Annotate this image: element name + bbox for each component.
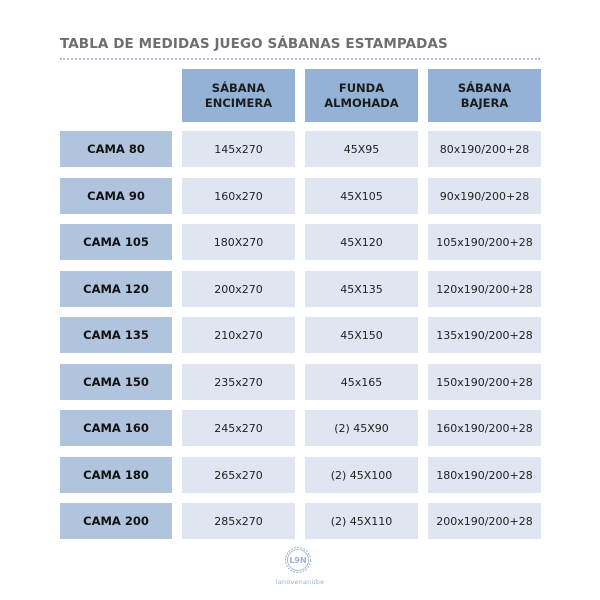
column-header-sabana-encimera [182,69,295,122]
table-cell-bajera: 80x190/200+28 [428,131,541,167]
table-cell-almohada: (2) 45X100 [305,457,418,493]
logo-text: lanovenanube [275,578,325,586]
table-cell-encimera: 180X270 [182,224,295,260]
table-cell-encimera: 210x270 [182,317,295,353]
table-cell-almohada: 45X95 [305,131,418,167]
table-cell-encimera: 235x270 [182,364,295,400]
row-label: CAMA 135 [60,317,172,353]
row-label: CAMA 200 [60,503,172,539]
column-header-line: SÁBANA [457,80,512,95]
table-cell-bajera: 120x190/200+28 [428,271,541,307]
table-cell-almohada: 45x165 [305,364,418,400]
table-cell-almohada: 45X120 [305,224,418,260]
column-header-line: ALMOHADA [324,95,399,110]
table-cell-encimera: 285x270 [182,503,295,539]
table-cell-almohada: (2) 45X110 [305,503,418,539]
table-cell-bajera: 90x190/200+28 [428,178,541,214]
table-cell-encimera: 245x270 [182,410,295,446]
table-cell-almohada: (2) 45X90 [305,410,418,446]
column-header-funda-almohada [305,69,418,122]
table-cell-almohada: 45X105 [305,178,418,214]
page-title: TABLA DE MEDIDAS JUEGO SÁBANAS ESTAMPADAS [60,36,448,52]
row-label: CAMA 180 [60,457,172,493]
row-label: CAMA 150 [60,364,172,400]
row-label: CAMA 90 [60,178,172,214]
column-header-line: SÁBANA [211,80,266,95]
column-header-line: FUNDA [338,80,385,95]
logo-mark: L9N [289,556,307,565]
lanovenanube-logo-icon [284,546,312,574]
table-cell-almohada: 45X150 [305,317,418,353]
table-cell-bajera: 160x190/200+28 [428,410,541,446]
table-cell-bajera: 150x190/200+28 [428,364,541,400]
title-divider [60,58,540,60]
table-cell-bajera: 180x190/200+28 [428,457,541,493]
table-cell-encimera: 200x270 [182,271,295,307]
column-header-line: ENCIMERA [204,95,273,110]
table-cell-bajera: 105x190/200+28 [428,224,541,260]
column-header-line: BAJERA [460,95,509,110]
table-cell-encimera: 145x270 [182,131,295,167]
table-cell-almohada: 45X135 [305,271,418,307]
row-label: CAMA 105 [60,224,172,260]
column-header-sabana-bajera [428,69,541,122]
row-label: CAMA 120 [60,271,172,307]
table-cell-bajera: 135x190/200+28 [428,317,541,353]
table-cell-bajera: 200x190/200+28 [428,503,541,539]
row-label: CAMA 160 [60,410,172,446]
row-label: CAMA 80 [60,131,172,167]
table-cell-encimera: 265x270 [182,457,295,493]
table-cell-encimera: 160x270 [182,178,295,214]
